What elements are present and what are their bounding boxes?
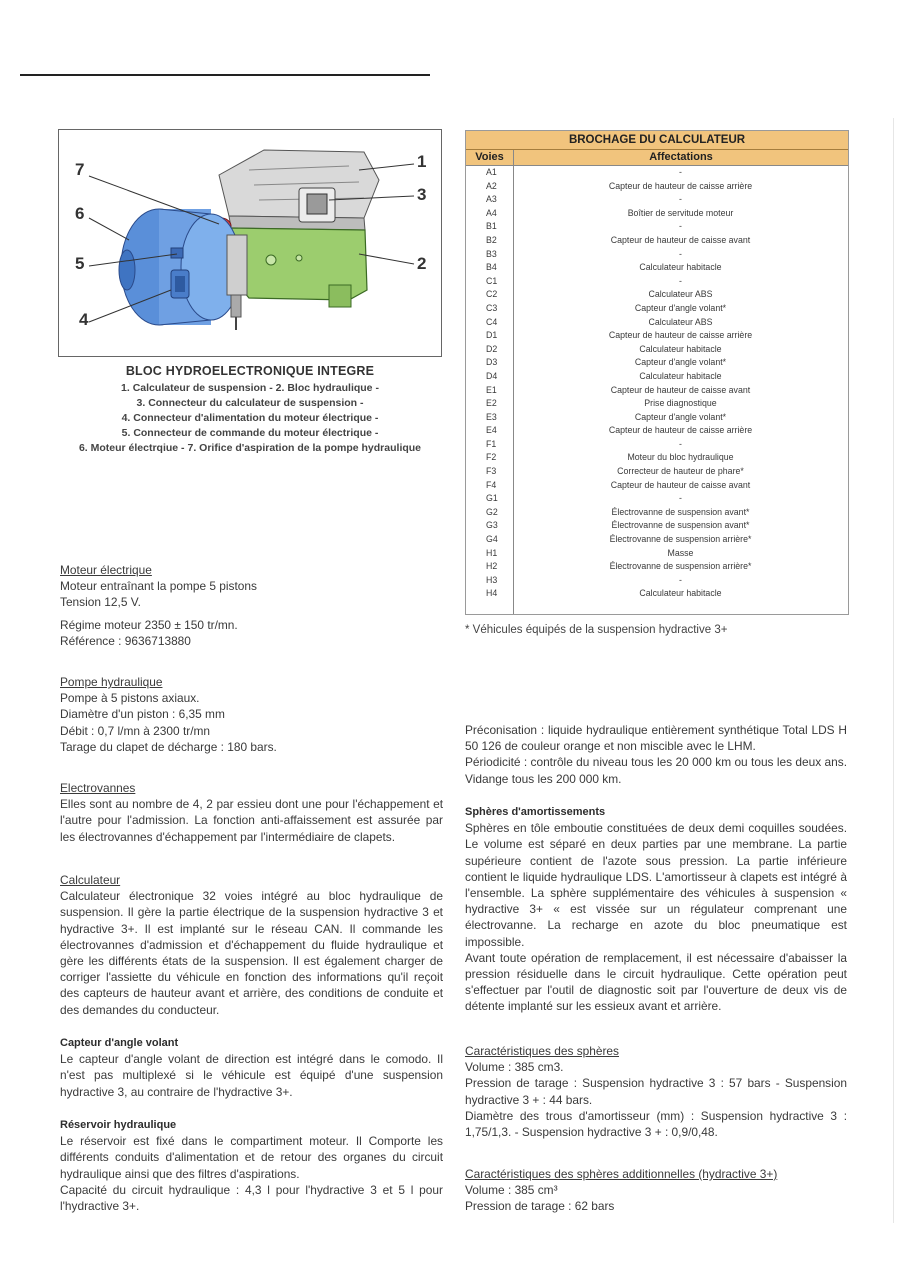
pin-table-body [466,166,848,614]
pin-affectation: Capteur de hauteur de caisse avant [610,234,751,245]
pin-row [466,547,848,561]
pin-affectation: - [679,167,682,177]
section-caracteristiques [465,1043,847,1140]
pin-voie: E1 [486,384,497,395]
pin-voie: H2 [486,561,498,572]
column-affectations: Affectations [649,151,713,163]
electrovannes-heading: Electrovannes [60,781,136,795]
pin-voie: G3 [486,520,498,531]
caract-add-heading: Caractéristiques des sphères additionnelles (hydractive 3+) [465,1167,778,1181]
moteur-line: Régime moteur 2350 ± 150 tr/mn. [60,617,238,632]
pin-row [466,411,848,425]
calculateur-text: Calculateur électronique 32 voies intégré au bloc hydraulique de suspension. Il gère la partie électrique de la suspension hydractive 3 et hydractive 3+. Il est implanté sur le réseau CAN. Il commande les électrovannes d'admission et d'échappement du fluide hydraulique et gère les différents états de la suspension. Il est également charger de corriger l'assiette du véhicule en fonction des informations qu'il reçoit des capteurs de hauteur avant et arrière, des conditions de conduite et des demandes du conducteur. [60,889,443,1017]
pin-voie: C4 [486,316,498,327]
pin-row [466,329,848,343]
pin-table-title: BROCHAGE DU CALCULATEUR [466,131,848,150]
pin-affectation: Capteur de hauteur de caisse avant [610,384,751,395]
pompe-line: Tarage du clapet de décharge : 180 bars. [60,739,277,754]
pin-voie: E3 [486,411,497,422]
section-pompe [60,674,445,755]
pin-voie: C2 [486,289,498,300]
figure-caption [40,364,460,456]
pin-affectation: Correcteur de hauteur de phare* [617,466,744,477]
reservoir-heading: Réservoir hydraulique [60,1119,177,1131]
pin-row [466,574,848,588]
pin-affectation: Calculateur habitacle [639,262,722,273]
capteur-text: Le capteur d'angle volant de direction est intégré dans le comodo. Il n'est pas multiplexé si le véhicule est équipé d'une suspension hydractive 3, au contraire de l'hydractive 3+. [60,1052,443,1099]
section-reservoir [60,1117,443,1214]
pin-voie: E4 [486,425,497,436]
pin-row [466,424,848,438]
pin-voie: G4 [486,534,498,545]
moteur-line: Moteur entraînant la pompe 5 pistons [60,579,257,594]
calculateur-heading: Calculateur [60,873,121,887]
pin-voie: D3 [486,357,498,368]
pin-row [466,465,848,479]
pin-row [466,234,848,248]
callout-4: 4 [79,310,89,329]
section-moteur [60,562,445,649]
caract-add-line: Pression de tarage : 62 bars [465,1199,615,1214]
pin-voie: F1 [486,438,497,449]
pin-row [466,166,848,180]
spheres-heading: Sphères d'amortissements [465,806,606,818]
pin-voie: F3 [486,466,497,477]
pin-affectation: Calculateur habitacle [639,343,722,354]
pin-row [466,370,848,384]
pin-affectation: - [679,275,682,286]
caption-line: 3. Connecteur du calculateur de suspension - [136,397,364,409]
pin-row [466,397,848,411]
table-footnote: * Véhicules équipés de la suspension hydractive 3+ [465,624,728,636]
pin-voie: C3 [486,302,498,313]
pin-affectation: Capteur de hauteur de caisse arrière [608,330,753,341]
pin-voie: B2 [486,234,497,245]
section-capteur [60,1035,443,1100]
pin-row [466,356,848,370]
hydroelectronic-block-figure [58,129,442,357]
caption-line: 6. Moteur électrqiue - 7. Orifice d'aspiration de la pompe hydraulique [78,442,422,454]
pin-affectation: Capteur d'angle volant* [634,411,727,422]
pin-voie: G1 [486,493,498,504]
pin-voie: B1 [486,221,497,232]
pin-table-header [466,150,848,166]
pin-row [466,533,848,547]
reservoir-text: Le réservoir est fixé dans le compartiment moteur. Il Comporte les différents conduits d'alimentation et de retour des organes du circuit hydraulique ainsi que des filtres d'aspirations. [60,1134,443,1181]
pin-voie: A3 [486,194,497,205]
pin-affectation: Calculateur habitacle [639,588,722,599]
callout-3: 3 [417,185,427,204]
pin-affectation: Électrovanne de suspension avant* [611,506,750,517]
pin-voie: H1 [486,547,498,558]
pin-row [466,492,848,506]
preconisation-text: Préconisation : liquide hydraulique entièrement synthétique Total LDS H 50 126 de couleur orange et non miscible avec le LHM. [465,723,847,754]
pin-affectation: Électrovanne de suspension arrière* [609,561,752,572]
pin-voie: H4 [486,588,498,599]
section-caracteristiques-add [465,1166,865,1215]
moteur-line: Référence : 9636713880 [60,633,191,648]
pin-affectation: Calculateur ABS [648,289,713,300]
pin-affectation: Électrovanne de suspension avant* [611,520,750,531]
pin-voie: A2 [486,180,497,191]
pin-affectation: Électrovanne de suspension arrière* [609,534,752,545]
pin-row [466,207,848,221]
caract-heading: Caractéristiques des sphères [465,1044,619,1058]
periodicite-text: Périodicité : contrôle du niveau tous les 20 000 km ou tous les deux ans. Vidange tous les 200 000 km. [465,755,847,786]
pompe-heading: Pompe hydraulique [60,675,163,689]
pin-row [466,193,848,207]
caract-line: Pression de tarage : Suspension hydractive 3 : 57 bars - Suspension hydractive 3 + : 44 bars. [465,1076,847,1107]
pin-affectation: - [679,248,682,259]
moteur-line: Tension 12,5 V. [60,595,141,610]
column-voies: Voies [466,150,514,165]
pin-row [466,519,848,533]
pin-row [466,248,848,262]
callout-1: 1 [417,152,427,171]
pin-affectation: Masse [667,547,694,558]
pin-row [466,302,848,316]
pin-affectation: Capteur de hauteur de caisse arrière [608,180,753,191]
reservoir-text-2: Capacité du circuit hydraulique : 4,3 l pour l'hydractive 3 et 5 l pour l'hydractive 3+. [60,1182,443,1214]
pin-affectation: - [679,194,682,205]
callout-5: 5 [75,254,85,273]
spheres-text: Sphères en tôle emboutie constituées de deux demi coquilles soudées. Le volume est séparé en deux parties par une membrane. La partie supérieure contient de l'azote sous pression. La partie inférieure contient le liquide hydraulique LDS. L'amortisseur à clapets est intégré à l'ensemble. La sphère supplémentaire des véhicules à suspension « hydractive 3+ « est vissée sur un régulateur comprenant une électrovanne. La recharge en azote du bloc pneumatique est impossible. [465,821,847,949]
pin-row [466,560,848,574]
pin-voie: B3 [486,248,497,259]
pin-affectation: Calculateur habitacle [639,370,722,381]
pin-row [466,288,848,302]
pin-voie: D1 [486,330,498,341]
pin-affectation: - [679,438,682,449]
pin-voie: F2 [486,452,497,463]
caption-line: 4. Connecteur d'alimentation du moteur électrique - [121,412,379,424]
pin-voie: A4 [486,207,497,218]
pin-affectation: Boîtier de servitude moteur [627,207,734,218]
pin-affectation: Capteur de hauteur de caisse arrière [608,425,753,436]
pin-row [466,275,848,289]
pin-affectation: Capteur de hauteur de caisse avant [610,479,751,490]
pin-row [466,479,848,493]
pin-row [466,587,848,601]
capteur-heading: Capteur d'angle volant [60,1037,179,1049]
pin-voie: H3 [486,574,498,585]
electrovannes-text: Elles sont au nombre de 4, 2 par essieu dont une pour l'échappement et l'autre pour l'admission. La fonction anti-affaissement est assurée par les électrovannes d'échappement par l'intermédiaire de clapets. [60,797,443,844]
pin-voie: G2 [486,506,498,517]
pin-voie: D4 [486,370,498,381]
right-rule [893,118,894,1223]
caract-line: Diamètre des trous d'amortisseur (mm) : Suspension hydractive 3 : 1,75/1,3. - Suspension hydractive 3 + : 0,9/0,48. [465,1108,847,1140]
pin-row [466,451,848,465]
pin-affectation: Capteur d'angle volant* [634,357,727,368]
pin-affectation: Moteur du bloc hydraulique [627,452,734,463]
pin-affectation: - [679,221,682,232]
pin-row [466,438,848,452]
pin-voie: F4 [486,479,497,490]
callout-6: 6 [75,204,85,223]
callout-2: 2 [417,254,427,273]
callout-7: 7 [75,160,85,179]
pin-affectation: Calculateur ABS [648,316,713,327]
pin-row [466,343,848,357]
hydroelectronic-block-illustration [59,130,441,356]
pompe-line: Diamètre d'un piston : 6,35 mm [60,707,225,722]
section-preconisation [465,722,847,787]
pin-row [466,316,848,330]
pin-row [466,261,848,275]
pin-affectation: - [679,574,682,585]
caract-add-line: Volume : 385 cm³ [465,1183,558,1198]
spheres-text-2: Avant toute opération de remplacement, il est nécessaire d'abaisser la pression résiduelle dans le circuit hydraulique. Cette opération peut s'effectuer par l'outil de diagnostic soit par l'ouverture de deux vis de détente implanté sur les essieux avant et arrière. [465,950,847,1014]
pin-affectation: Capteur d'angle volant* [634,302,727,313]
pin-table [465,130,849,615]
pin-voie: A1 [486,167,497,177]
section-calculateur [60,872,443,1018]
moteur-heading: Moteur électrique [60,563,152,577]
pin-affectation: - [679,493,682,504]
pin-voie: C1 [486,275,498,286]
section-spheres [465,804,847,1015]
caption-line: 1. Calculateur de suspension - 2. Bloc hydraulique - [121,382,379,394]
pin-row [466,384,848,398]
pin-row [466,506,848,520]
top-rule [20,74,430,76]
caption-line: 5. Connecteur de commande du moteur électrique - [121,427,379,439]
caption-title: BLOC HYDROELECTRONIQUE INTEGRE [125,364,375,378]
pin-voie: D2 [486,343,498,354]
pin-row [466,180,848,194]
pin-affectation: Prise diagnostique [644,398,717,409]
pompe-line: Débit : 0,7 l/mn à 2300 tr/mn [60,723,211,738]
pin-voie: B4 [486,262,497,273]
pompe-line: Pompe à 5 pistons axiaux. [60,691,200,706]
pin-row [466,220,848,234]
pin-voie: E2 [486,398,497,409]
section-electrovannes [60,780,443,845]
caract-line: Volume : 385 cm3. [465,1060,564,1075]
